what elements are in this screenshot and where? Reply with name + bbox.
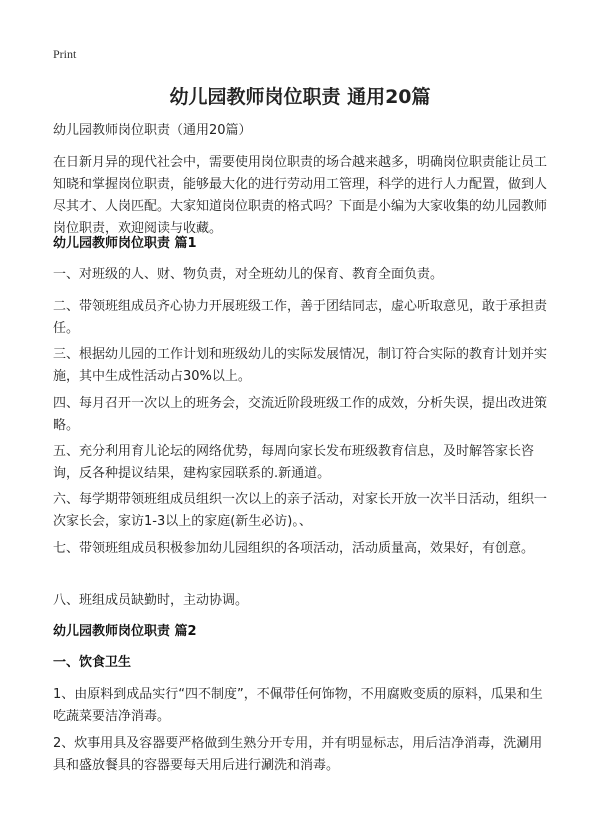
subsection-heading: 一、饮食卫生 <box>53 655 132 670</box>
list-item: 三、根据幼儿园的工作计划和班级幼儿的实际发展情况，制订符合实际的教育计划并实施，其中生成性活动占30%以上。 <box>53 347 548 384</box>
list-item: 八、班组成员缺勤时，主动协调。 <box>53 593 249 608</box>
list-item: 1、由原料到成品实行“四不制度”，不佩带任何饰物，不用腐败变质的原料，瓜果和生吃蔬菜要洁净消毒。 <box>53 687 543 724</box>
list-item: 六、每学期带领班组成员组织一次以上的亲子活动，对家长开放一次半日活动，组织一次家长会，家访1-3以上的家庭(新生必访)。、 <box>53 492 548 529</box>
document-subtitle: 幼儿园教师岗位职责（通用20篇） <box>53 123 252 138</box>
list-item: 一、对班级的人、财、物负责，对全班幼儿的保育、教育全面负责。 <box>53 267 444 282</box>
print-label[interactable]: Print <box>53 47 77 61</box>
section-heading: 幼儿园教师岗位职责 篇2 <box>53 624 197 639</box>
list-item: 七、带领班组成员积极参加幼儿园组织的各项活动，活动质量高，效果好，有创意。 <box>53 541 535 556</box>
list-item: 四、每月召开一次以上的班务会，交流近阶段班级工作的成效，分析失误，提出改进策略。 <box>53 396 548 433</box>
list-item: 2、炊事用具及容器要严格做到生熟分开专用，并有明显标志，用后洁净消毒，洗涮用具和盛放餐具的容器要每天用后进行涮洗和消毒。 <box>53 736 543 773</box>
intro-paragraph: 在日新月异的现代社会中，需要使用岗位职责的场合越来越多，明确岗位职责能让员工知晓和掌握岗位职责，能够最大化的进行劳动用工管理，科学的进行人力配置，做到人尽其才、人岗匹配。大家知道岗位职责的格式吗？下面是小编为大家收集的幼儿园教师岗位职责，欢迎阅读与收藏。 <box>53 155 548 236</box>
list-item: 二、带领班组成员齐心协力开展班级工作，善于团结同志，虚心听取意见，敢于承担责任。 <box>53 299 548 336</box>
list-item: 五、充分利用育儿论坛的网络优势，每周向家长发布班级教育信息，及时解答家长咨询，反各种提议结果，建构家园联系的.新通道。 <box>53 444 535 481</box>
section-heading: 幼儿园教师岗位职责 篇1 <box>53 236 197 251</box>
page-title: 幼儿园教师岗位职责 通用20篇 <box>169 86 431 108</box>
